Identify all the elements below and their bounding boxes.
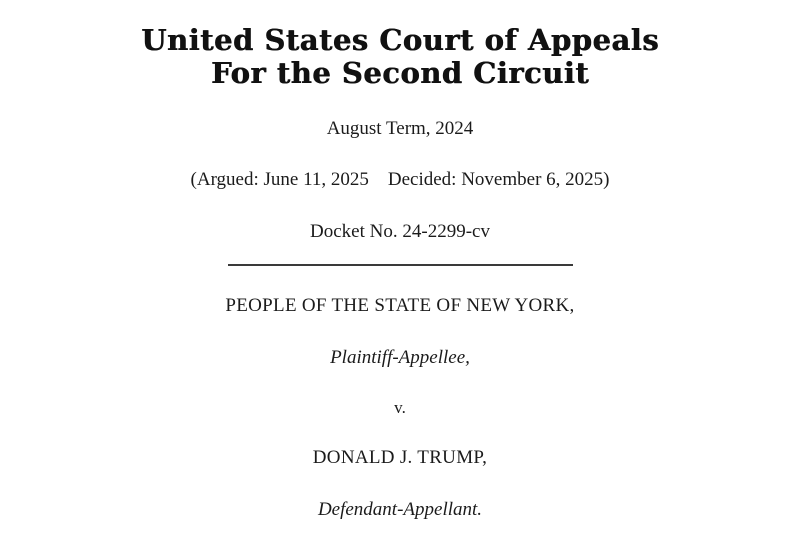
versus-abbreviation: v. (394, 398, 406, 417)
argued-decided-line: (Argued: June 11, 2025 Decided: November 6, 2025) (190, 169, 610, 190)
plaintiff-role: Plaintiff-Appellee, (330, 347, 470, 368)
caption-rule-top (228, 264, 573, 266)
docket-number-line: Docket No. 24-2299-cv (310, 221, 490, 242)
court-name-line2: For the Second Circuit (210, 56, 590, 90)
term-line: August Term, 2024 (326, 118, 474, 139)
defendant-role: Defendant-Appellant. (317, 499, 483, 520)
court-name-header (0, 0, 800, 90)
court-name-line1: United States Court of Appeals (141, 23, 659, 57)
plaintiff-name: PEOPLE OF THE STATE OF NEW YORK, (225, 295, 575, 316)
defendant-name: DONALD J. TRUMP, (312, 447, 488, 468)
